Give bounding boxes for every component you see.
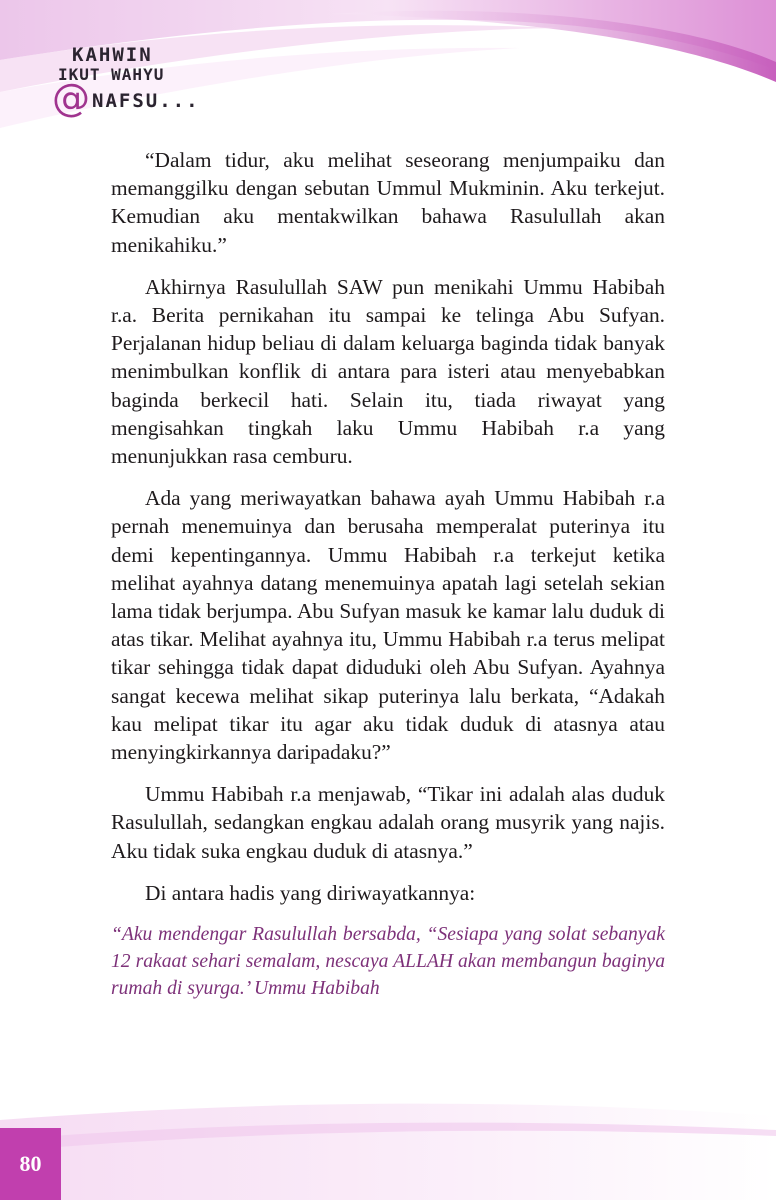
paragraph-marriage: Akhirnya Rasulullah SAW pun menikahi Ummu Habibah r.a. Berita pernikahan itu sampai ke telinga Abu Sufyan. Perjalanan hidup beliau di dalam keluarga baginda tidak banyak menimbulkan konflik di antara para isteri atau menyebabkan baginda berkecil hati. Selain itu, tiada riwayat yang mengisahkan tingkah laku Ummu Habibah r.a yang menunjukkan rasa cemburu. [111, 274, 665, 469]
logo-line-kahwin: KAHWIN [72, 44, 153, 66]
paragraph-reply: Ummu Habibah r.a menjawab, “Tikar ini adalah alas duduk Rasulullah, sedangkan engkau adalah orang musyrik yang najis. Aku tidak suka engkau duduk di atasnya.” [111, 782, 665, 863]
paragraph-dream-quote: “Dalam tidur, aku melihat seseorang menjumpaiku dan memanggilku dengan sebutan Ummul Mukminin. Aku terkejut. Kemudian aku mentakwilkan bahawa Rasulullah akan menikahiku.” [111, 148, 665, 257]
page-number: 80 [19, 1151, 42, 1176]
page-body-text [111, 146, 665, 1016]
hadith-quote: “Aku mendengar Rasulullah bersabda, “Sesiapa yang solat sebanyak 12 rakaat sehari semalam, nescaya ALLAH akan membangun baginya rumah di syurga.’ Ummu Habibah [111, 924, 665, 1000]
logo-line-nafsu: NAFSU... [92, 90, 200, 113]
logo-line-ikut-wahyu: IKUT WAHYU [58, 65, 165, 84]
logo-at-symbol: @ [52, 76, 90, 120]
paragraph-hadith-intro: Di antara hadis yang diriwayatkannya: [145, 880, 476, 905]
paragraph-abu-sufyan-visit: Ada yang meriwayatkan bahawa ayah Ummu Habibah r.a pernah menemuinya dan berusaha memperalat puterinya itu demi kepentingannya. Ummu Habibah r.a terkejut ketika melihat ayahnya datang menemuinya apatah lagi setelah sekian lama tidak berjumpa. Abu Sufyan masuk ke kamar lalu duduk di atas tikar. Melihat ayahnya itu, Ummu Habibah r.a terus melipat tikar sehingga tidak dapat diduduki oleh Abu Sufyan. Ayahnya sangat kecewa melihat sikap puterinya lalu berkata, “Adakah kau melipat tikar itu agar aku tidak duduk di atasnya atau menyingkirkannya daripadaku?” [111, 486, 665, 765]
footer-band-decoration [0, 1090, 776, 1200]
book-title-logo [52, 44, 200, 120]
page-number-badge [0, 1128, 61, 1200]
